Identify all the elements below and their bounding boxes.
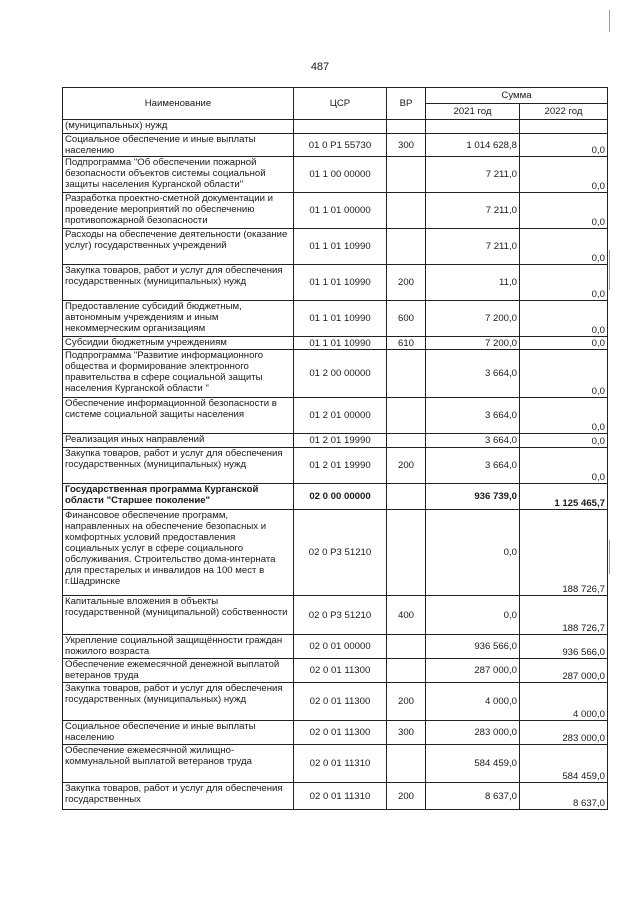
row-vr-cell: 600: [387, 301, 426, 337]
table-row: [63, 635, 608, 659]
table-row: [63, 265, 608, 301]
row-name-cell: Разработка проектно-сметной документации и проведение мероприятий по обеспечению противопожарной безопасности: [63, 193, 294, 229]
table-row: [63, 337, 608, 350]
row-name-cell: Государственная программа Курганской области "Старшее поколение": [63, 484, 294, 510]
row-amount-2022-cell: 188 726,7: [520, 596, 608, 635]
row-csr-cell: 01 0 P1 55730: [294, 134, 387, 157]
header-csr: ЦСР: [294, 88, 387, 120]
table-row: [63, 301, 608, 337]
row-amount-2022-cell: 0,0: [520, 229, 608, 265]
row-vr-cell: 200: [387, 783, 426, 810]
row-name-cell: Социальное обеспечение и иные выплаты населению: [63, 721, 294, 745]
row-vr-cell: 400: [387, 596, 426, 635]
row-amount-2021-cell: 936 566,0: [426, 635, 520, 659]
table-row: [63, 134, 608, 157]
row-csr-cell: 02 0 01 11300: [294, 721, 387, 745]
row-amount-2022-cell: 283 000,0: [520, 721, 608, 745]
row-name-cell: Подпрограмма "Развитие информационного общества и формирование электронного правительства в сфере социальной защиты населения Курганской области ": [63, 350, 294, 398]
row-amount-2021-cell: 4 000,0: [426, 683, 520, 721]
row-csr-cell: 02 0 P3 51210: [294, 510, 387, 596]
row-amount-2021-cell: [426, 120, 520, 134]
header-year-2022: 2022 год: [520, 104, 608, 120]
row-name-cell: Подпрограмма "Об обеспечении пожарной безопасности объектов системы социальной защиты населения Курганской области": [63, 157, 294, 193]
row-amount-2021-cell: 0,0: [426, 510, 520, 596]
row-amount-2021-cell: 7 200,0: [426, 337, 520, 350]
table-row: [63, 193, 608, 229]
row-amount-2021-cell: 11,0: [426, 265, 520, 301]
row-amount-2021-cell: 7 211,0: [426, 157, 520, 193]
row-name-cell: Закупка товаров, работ и услуг для обеспечения государственных: [63, 783, 294, 810]
row-amount-2022-cell: [520, 120, 608, 134]
row-csr-cell: 01 1 01 10990: [294, 301, 387, 337]
row-name-cell: Закупка товаров, работ и услуг для обеспечения государственных (муниципальных) нужд: [63, 448, 294, 484]
row-csr-cell: 01 1 01 10990: [294, 265, 387, 301]
row-vr-cell: [387, 157, 426, 193]
row-csr-cell: 01 1 01 00000: [294, 193, 387, 229]
row-amount-2022-cell: 8 637,0: [520, 783, 608, 810]
header-vr: ВР: [387, 88, 426, 120]
row-vr-cell: [387, 398, 426, 434]
budget-table: [62, 87, 608, 810]
row-name-cell: Финансовое обеспечение программ, направленных на обеспечение безопасных и комфортных условий предоставления социальных услуг в сфере социального обслуживания. Строительство дома-интерната для престарелых и инвалидов на 100 мест в г.Шадринске: [63, 510, 294, 596]
row-vr-cell: 200: [387, 265, 426, 301]
row-csr-cell: 02 0 P3 51210: [294, 596, 387, 635]
row-vr-cell: [387, 745, 426, 783]
row-amount-2022-cell: 0,0: [520, 301, 608, 337]
row-amount-2022-cell: 0,0: [520, 265, 608, 301]
row-amount-2022-cell: 0,0: [520, 398, 608, 434]
row-csr-cell: 01 2 01 19990: [294, 448, 387, 484]
row-vr-cell: [387, 434, 426, 448]
row-amount-2021-cell: 3 664,0: [426, 434, 520, 448]
table-row: [63, 596, 608, 635]
table-row: [63, 721, 608, 745]
row-csr-cell: 01 1 01 10990: [294, 337, 387, 350]
scan-edge-mark: [609, 10, 610, 32]
table-row: [63, 229, 608, 265]
table-row: [63, 683, 608, 721]
row-vr-cell: 200: [387, 448, 426, 484]
row-amount-2021-cell: 7 211,0: [426, 193, 520, 229]
row-vr-cell: 200: [387, 683, 426, 721]
row-amount-2022-cell: 0,0: [520, 157, 608, 193]
row-name-cell: Расходы на обеспечение деятельности (оказание услуг) государственных учреждений: [63, 229, 294, 265]
row-name-cell: Укрепление социальной защищённости граждан пожилого возраста: [63, 635, 294, 659]
row-vr-cell: [387, 484, 426, 510]
table-row: [63, 659, 608, 683]
row-vr-cell: [387, 229, 426, 265]
row-amount-2022-cell: 0,0: [520, 193, 608, 229]
table-row: [63, 434, 608, 448]
row-csr-cell: 02 0 01 00000: [294, 635, 387, 659]
row-amount-2021-cell: 7 211,0: [426, 229, 520, 265]
row-amount-2021-cell: 283 000,0: [426, 721, 520, 745]
row-name-cell: Обеспечение ежемесячной жилищно-коммунальной выплатой ветеранов труда: [63, 745, 294, 783]
table-row: [63, 157, 608, 193]
row-amount-2022-cell: 0,0: [520, 448, 608, 484]
row-amount-2022-cell: 1 125 465,7: [520, 484, 608, 510]
row-csr-cell: 01 2 01 19990: [294, 434, 387, 448]
row-vr-cell: 300: [387, 134, 426, 157]
row-csr-cell: 02 0 01 11300: [294, 683, 387, 721]
table-row: [63, 398, 608, 434]
row-vr-cell: [387, 120, 426, 134]
table-row: [63, 448, 608, 484]
row-name-cell: Реализация иных направлений: [63, 434, 294, 448]
header-sum: Сумма: [426, 88, 608, 104]
header-year-2021: 2021 год: [426, 104, 520, 120]
row-name-cell: Обеспечение информационной безопасности в системе социальной защиты населения: [63, 398, 294, 434]
header-name: Наименование: [63, 88, 294, 120]
row-name-cell: Обеспечение ежемесячной денежной выплатой ветеранов труда: [63, 659, 294, 683]
row-csr-cell: 01 2 00 00000: [294, 350, 387, 398]
row-name-cell: (муниципальных) нужд: [63, 120, 294, 134]
row-amount-2021-cell: 3 664,0: [426, 398, 520, 434]
row-csr-cell: 02 0 01 11310: [294, 745, 387, 783]
table-body: [63, 120, 608, 810]
row-name-cell: Капитальные вложения в объекты государственной (муниципальной) собственности: [63, 596, 294, 635]
row-vr-cell: 300: [387, 721, 426, 745]
row-amount-2022-cell: 584 459,0: [520, 745, 608, 783]
row-vr-cell: [387, 350, 426, 398]
row-csr-cell: 02 0 01 11300: [294, 659, 387, 683]
row-amount-2022-cell: 936 566,0: [520, 635, 608, 659]
row-vr-cell: [387, 659, 426, 683]
row-amount-2022-cell: 287 000,0: [520, 659, 608, 683]
table-row: [63, 510, 608, 596]
row-amount-2021-cell: 8 637,0: [426, 783, 520, 810]
row-amount-2022-cell: 4 000,0: [520, 683, 608, 721]
row-amount-2021-cell: 0,0: [426, 596, 520, 635]
row-name-cell: Предоставление субсидий бюджетным, автономным учреждениям и иным некоммерческим организациям: [63, 301, 294, 337]
page-number: 487: [310, 61, 330, 73]
row-csr-cell: [294, 120, 387, 134]
row-name-cell: Закупка товаров, работ и услуг для обеспечения государственных (муниципальных) нужд: [63, 265, 294, 301]
row-csr-cell: 01 1 00 00000: [294, 157, 387, 193]
row-amount-2021-cell: 7 200,0: [426, 301, 520, 337]
row-amount-2022-cell: 0,0: [520, 350, 608, 398]
row-amount-2021-cell: 287 000,0: [426, 659, 520, 683]
row-amount-2022-cell: 188 726,7: [520, 510, 608, 596]
row-vr-cell: [387, 193, 426, 229]
row-amount-2022-cell: 0,0: [520, 134, 608, 157]
scan-edge-mark: [609, 250, 610, 290]
table-row: [63, 745, 608, 783]
row-amount-2021-cell: 584 459,0: [426, 745, 520, 783]
row-amount-2021-cell: 3 664,0: [426, 448, 520, 484]
row-vr-cell: [387, 635, 426, 659]
row-name-cell: Субсидии бюджетным учреждениям: [63, 337, 294, 350]
table-header-row: [63, 88, 608, 104]
row-amount-2022-cell: 0,0: [520, 434, 608, 448]
scan-edge-mark: [609, 540, 610, 574]
row-csr-cell: 02 0 00 00000: [294, 484, 387, 510]
row-amount-2021-cell: 1 014 628,8: [426, 134, 520, 157]
row-amount-2021-cell: 936 739,0: [426, 484, 520, 510]
row-csr-cell: 01 2 01 00000: [294, 398, 387, 434]
table-row: [63, 120, 608, 134]
row-amount-2021-cell: 3 664,0: [426, 350, 520, 398]
row-amount-2022-cell: 0,0: [520, 337, 608, 350]
row-csr-cell: 01 1 01 10990: [294, 229, 387, 265]
row-vr-cell: [387, 510, 426, 596]
row-name-cell: Социальное обеспечение и иные выплаты населению: [63, 134, 294, 157]
table-row: [63, 484, 608, 510]
table-row: [63, 350, 608, 398]
row-csr-cell: 02 0 01 11310: [294, 783, 387, 810]
row-name-cell: Закупка товаров, работ и услуг для обеспечения государственных (муниципальных) нужд: [63, 683, 294, 721]
row-vr-cell: 610: [387, 337, 426, 350]
table-row: [63, 783, 608, 810]
